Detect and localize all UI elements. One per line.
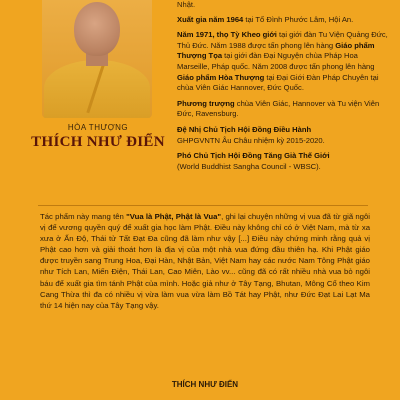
section-divider — [38, 205, 368, 206]
book-title: "Vua là Phật, Phật là Vua" — [126, 212, 222, 221]
book-summary: Tác phẩm này mang tên "Vua là Phật, Phật là Vua", ghi lại chuyện những vị vua đã từ giã ngôi vị để vương quyền quý để xuất gia học làm Phật. Điều này không chỉ có ở Việt Nam, mà từ xa xưa ở Ấn Độ, Thái tử Tất Đạt Đa cũng đã làm như vậy [...] Điều này chứng minh rằng quả vị Phật cao hơn và giải thoát hơn là địa vị của một nhà vua đứng đầu thiên hạ. Khi Phật giáo được truyền sang Trung Hoa, Đại Hàn, Nhật Bản, Việt Nam hay các nước Nam Tông Phật giáo như Tích Lan, Miến Điện, Thái Lan, Cao Miên, Lào vv... cũng đã có rất nhiều nhà vua bỏ ngôi báu để xuất gia tìm tánh Phật của mình. Hoặc giả như ở Tây Tạng, Bhutan, Mông Cổ theo Kim Cang Thừa thì đa có nhiều vị vừa làm vua vừa làm Bồ Tát hay Phật, như Đức Đạt Lai Lạt Ma thứ 14 hiện nay của Tây Tạng vậy. — [40, 212, 370, 310]
author-biography — [177, 0, 392, 177]
bio-entry-wbsc: Phó Chủ Tịch Hội Đồng Tăng Già Thế Giới (World Buddhist Sangha Council - WBSC). — [177, 151, 330, 171]
author-signature: THÍCH NHƯ ĐIỂN — [171, 380, 239, 389]
bio-entry-abbot: Phương trượng chùa Viên Giác, Hannover và Tu viện Viên Đức, Ravensburg. — [177, 98, 380, 119]
bio-entry-council-chair: Đệ Nhị Chủ Tịch Hội Đồng Điều Hành GHPGVNTN Âu Châu nhiệm kỳ 2015-2020. — [177, 124, 325, 145]
author-name: THÍCH NHƯ ĐIỂN — [31, 134, 165, 150]
author-portrait — [42, 0, 152, 118]
author-honorific: HÒA THƯỢNG — [67, 123, 129, 132]
bio-entry-ranks: Năm 1971, thọ Tỳ Kheo giới tại giới đàn Tu Viện Quảng Đức, Thủ Đức. Năm 1988 được tấn phong lên hàng Giáo phẩm Thượng Tọa tại giới đàn Đại Nguyện chùa Pháp Hoa Marseille, Pháp quốc. Năm 2008 được tấn phong lên hàng Giáo phẩm Hòa Thượng tại Đại Giới Đàn Pháp Chuyên tại chùa Viên Giác Hannover, Đức Quốc. — [177, 30, 388, 93]
bio-top-line: Nhật. — [177, 0, 196, 9]
bio-entry-ordination: Xuất gia năm 1964 tại Tổ Đình Phước Lâm, Hội An. — [177, 14, 354, 24]
